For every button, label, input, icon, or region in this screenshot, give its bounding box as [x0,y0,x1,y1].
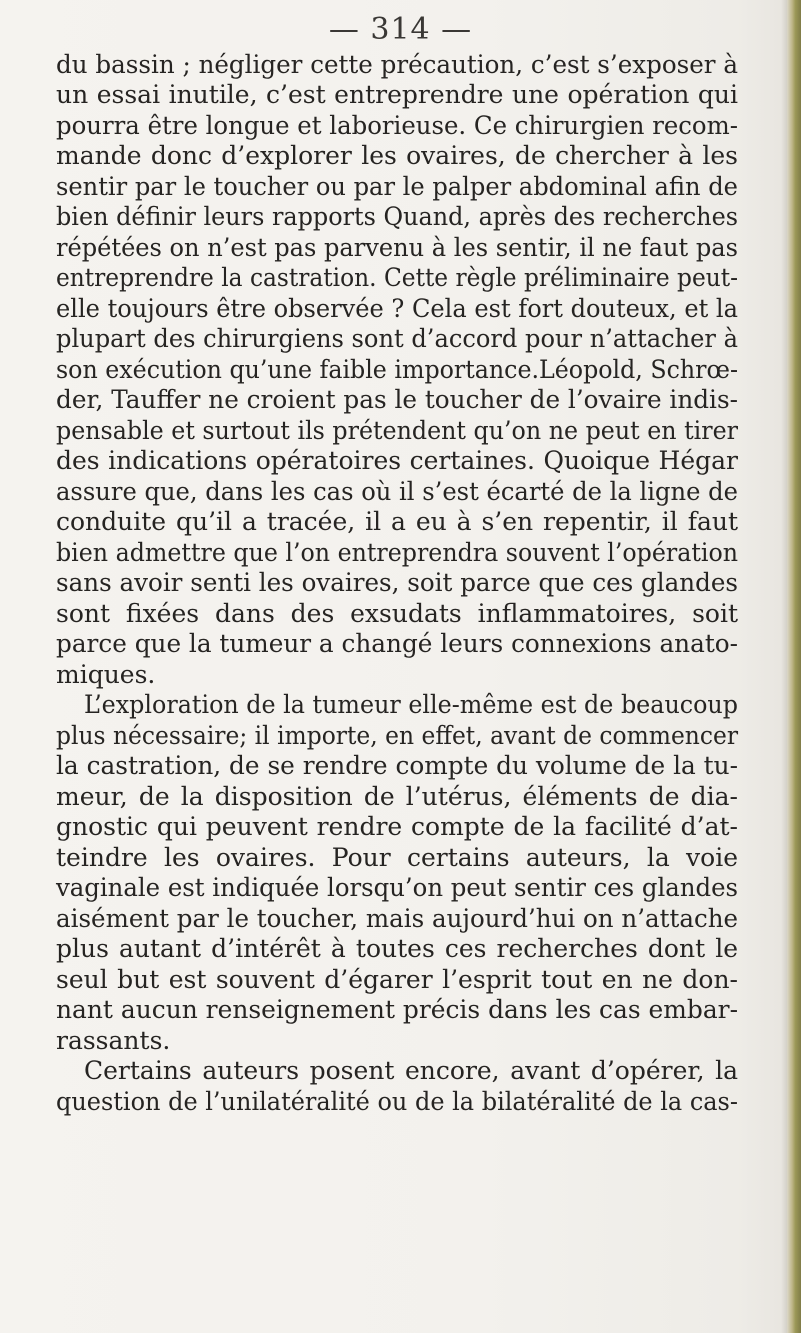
text-line: son exécution qu’une faible importance.Léopold, Schrœ- [56,355,738,384]
text-line: sont fixées dans des exsudats inflammatoires, soit [56,599,738,628]
text-line: entreprendre la castration. Cette règle préliminaire peut- [56,263,738,292]
text-line: un essai inutile, c’est entreprendre une opération qui [56,80,738,109]
text-line: pensable et surtout ils prétendent qu’on ne peut en tirer [56,416,739,445]
text-line: bien définir leurs rapports Quand, après des recherches [56,202,738,231]
text-line: nant aucun renseignement précis dans les cas embar- [56,995,738,1024]
text-line: miques. [56,660,156,689]
text-line: vaginale est indiquée lorsqu’on peut sentir ces glandes [56,873,739,902]
text-line: L’exploration de la tumeur elle-même est de beaucoup [84,690,738,719]
text-line: sentir par le toucher ou par le palper abdominal afin de [56,172,738,201]
text-line: plupart des chirurgiens sont d’accord pour n’attacher à [56,324,738,353]
text-line: gnostic qui peuvent rendre compte de la facilité d’at- [56,812,738,841]
text-line: aisément par le toucher, mais aujourd’hui on n’attache [56,904,739,933]
page-number: — 314 — [328,12,473,47]
text-line: la castration, de se rendre compte du volume de la tu- [56,751,738,780]
text-line: der, Tauffer ne croient pas le toucher de l’ovaire indis- [56,385,739,414]
text-line: Certains auteurs posent encore, avant d’opérer, la [84,1056,738,1085]
text-line: des indications opératoires certaines. Quoique Hégar [56,446,738,475]
text-line: bien admettre que l’on entreprendra souvent l’opération [56,538,739,567]
text-line: rassants. [56,1026,171,1055]
text-line: sans avoir senti les ovaires, soit parce que ces glandes [56,568,739,597]
text-line: teindre les ovaires. Pour certains auteurs, la voie [56,843,738,872]
text-line: question de l’unilatéralité ou de la bilatéralité de la cas- [56,1087,738,1116]
text-line: seul but est souvent d’égarer l’esprit tout en ne don- [56,965,738,994]
text-line: plus autant d’intérêt à toutes ces recherches dont le [56,934,738,963]
text-line: meur, de la disposition de l’utérus, éléments de dia- [56,782,738,811]
text-line: répétées on n’est pas parvenu à les sentir, il ne faut pas [56,233,738,262]
text-line: plus nécessaire; il importe, en effet, avant de commencer [56,721,739,750]
text-line: elle toujours être observée ? Cela est fort douteux, et la [56,294,738,323]
text-line: assure que, dans les cas où il s’est écarté de la ligne de [56,477,738,506]
text-line: mande donc d’explorer les ovaires, de chercher à les [56,141,738,170]
text-line: pourra être longue et laborieuse. Ce chirurgien recom- [56,111,738,140]
text-line: conduite qu’il a tracée, il a eu à s’en repentir, il faut [56,507,738,536]
text-line: parce que la tumeur a changé leurs connexions anato- [56,629,739,658]
text-line: du bassin ; négliger cette précaution, c’est s’exposer à [56,50,739,79]
